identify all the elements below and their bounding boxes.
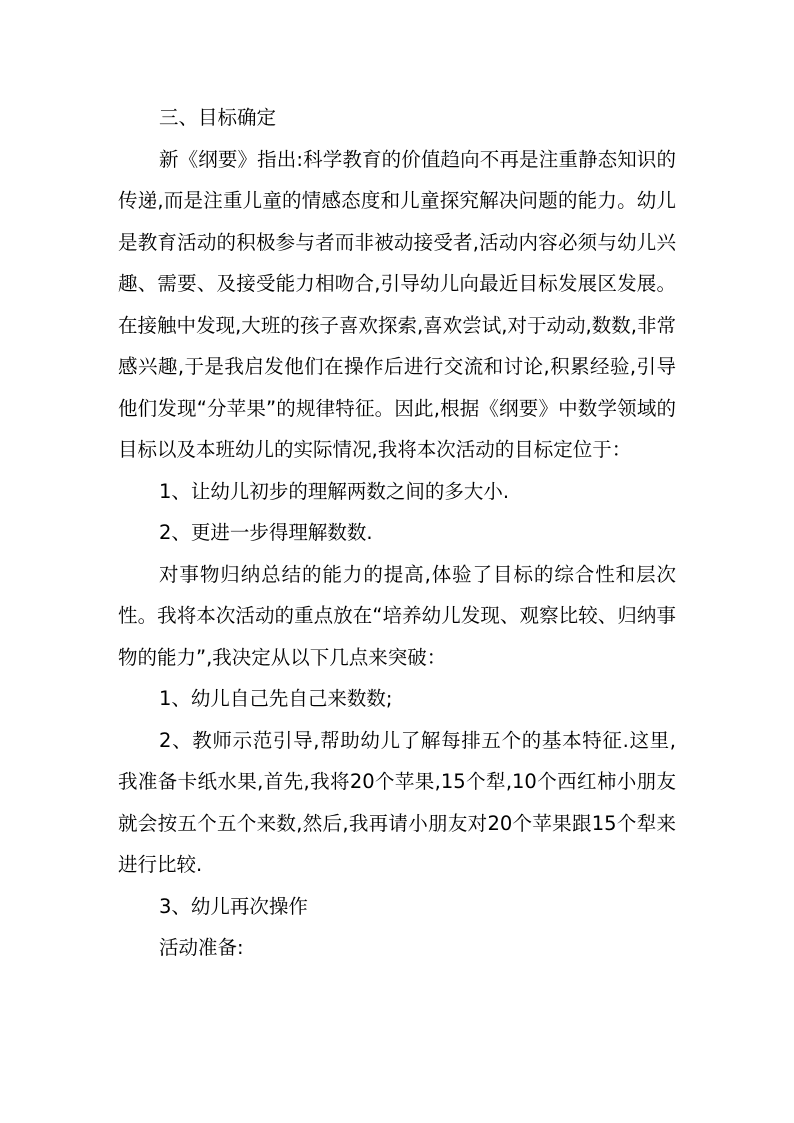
goal-item-2: 2、更进一步得理解数数. [159, 521, 373, 544]
step-item-3: 3、幼儿再次操作 [159, 894, 308, 918]
goal-item-1: 1、让幼儿初步的理解两数之间的多大小. [159, 479, 510, 503]
activity-preparation-label: 活动准备: [159, 936, 244, 959]
step-item-2: 2、教师示范引导,帮助幼儿了解每排五个的基本特征.这里,我准备卡纸水果,首先,我将20个苹果,15个犁,10个西红柿小朋友就会按五个五个来数,然后,我再请小朋友对20个苹果跟15个犁来进行比较. [118, 728, 676, 876]
paragraph-goals-intro: 新《纲要》指出:科学教育的价值趋向不再是注重静态知识的传递,而是注重儿童的情感态度和儿童探究解决问题的能力。幼儿是教育活动的积极参与者而非被动接受者,活动内容必须与幼儿兴趣、需要、及接受能力相吻合,引导幼儿向最近目标发展区发展。在接触中发现,大班的孩子喜欢探索,喜欢尝试,对于动动,数数,非常感兴趣,于是我启发他们在操作后进行交流和讨论,积累经验,引导他们发现“分苹果”的规律特征。因此,根据《纲要》中数学领域的目标以及本班幼儿的实际情况,我将本次活动的目标定位于： [118, 147, 676, 461]
section-heading: 三、目标确定 [159, 106, 277, 129]
document-body [118, 97, 676, 969]
step-item-1: 1、幼儿自己先自己来数数; [159, 687, 393, 710]
paragraph-focus: 对事物归纳总结的能力的提高,体验了目标的综合性和层次性。我将本次活动的重点放在“培养幼儿发现、观察比较、归纳事物的能力”,我决定从以下几点来突破： [118, 562, 676, 669]
